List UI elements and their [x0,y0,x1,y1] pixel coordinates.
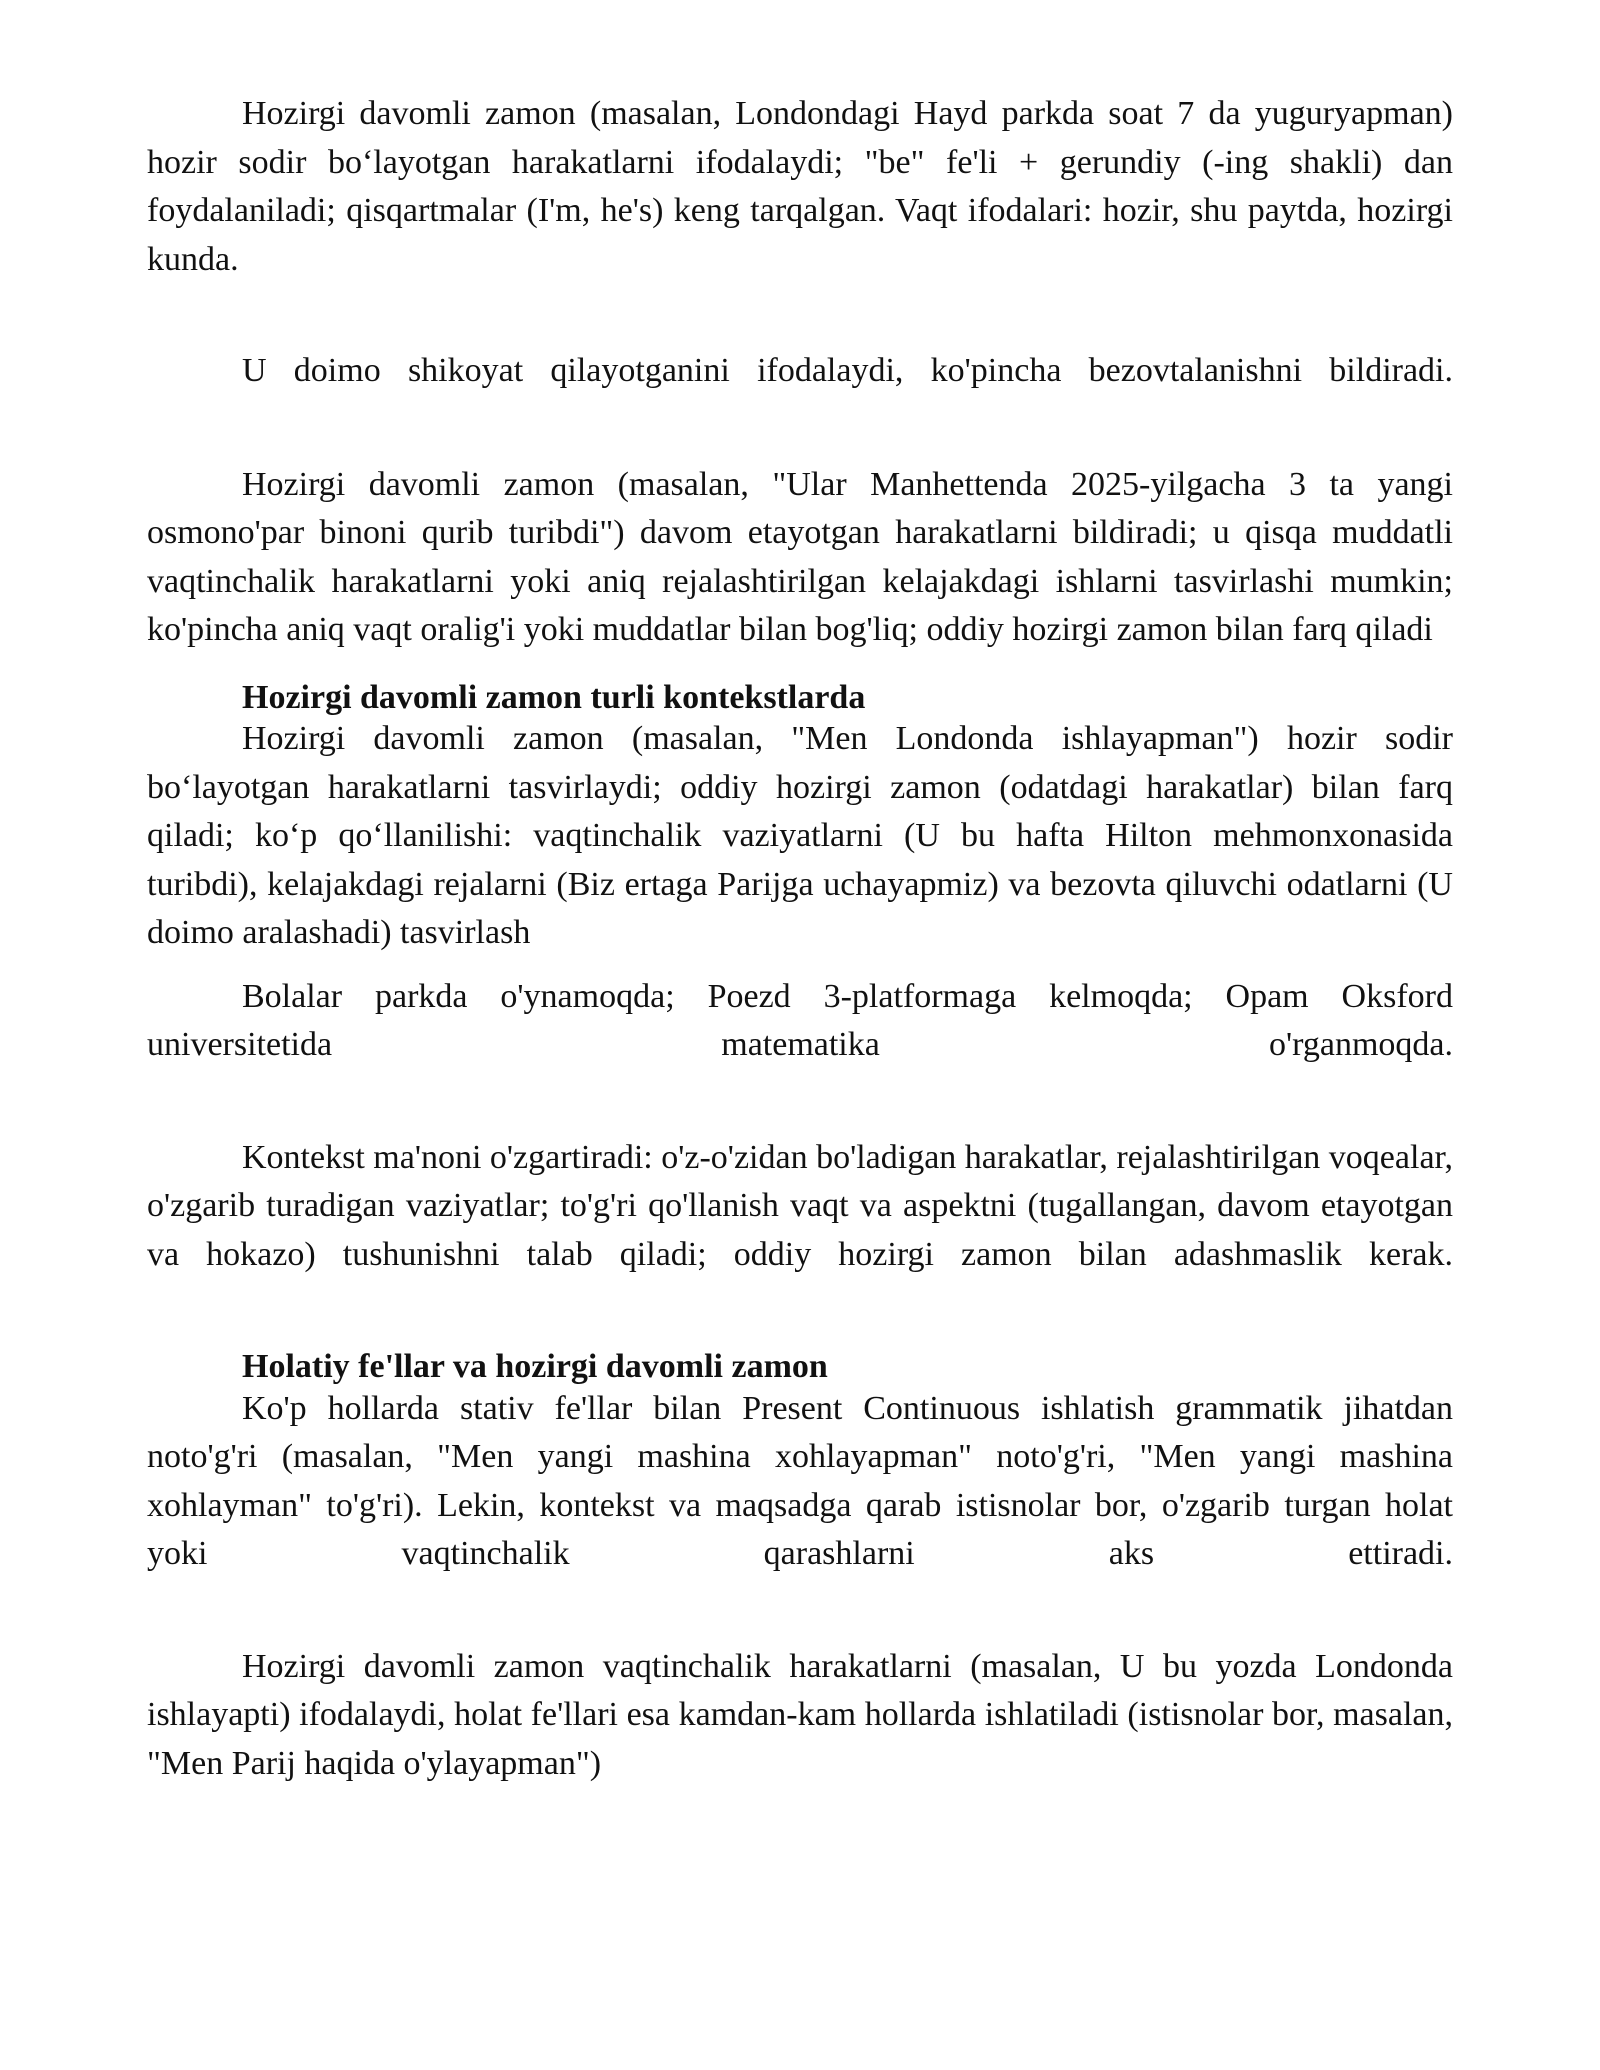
paragraph-ongoing-actions: Hozirgi davomli zamon (masalan, "Ular Manhettenda 2025-yilgacha 3 ta yangi osmono'par binoni qurib turibdi") davom etayotgan harakatlarni bildiradi; u qisqa muddatli vaqtinchalik harakatlarni yoki aniq rejalashtirilgan kelajakdagi ishlarni tasvirlashi mumkin; ko'pincha aniq vaqt oralig'i yoki muddatlar bilan bog'liq; oddiy hozirgi zamon bilan farq qiladi [147,465,1453,648]
section-heading-stative-verbs: Holatiy fe'llar va hozirgi davomli zamon [242,1348,828,1385]
document-page [147,90,1453,1788]
paragraph-examples: Bolalar parkda o'ynamoqda; Poezd 3-platformaga kelmoqda; Opam Oksford universitetida matematika o'rganmoqda. [147,977,1453,1063]
section-heading-contexts: Hozirgi davomli zamon turli kontekstlarda [242,678,866,716]
paragraph-stative-verbs: Ko'p hollarda stativ fe'llar bilan Present Continuous ishlatish grammatik jihatdan noto'g'ri (masalan, "Men yangi mashina xohlayapman" noto'g'ri, "Men yangi mashina xohlayman" to'g'ri). Lekin, kontekst va maqsadga qarab istisnolar bor, o'zgarib turgan holat yoki vaqtinchalik qarashlarni aks ettiradi. [147,1389,1453,1572]
paragraph-present-continuous-intro: Hozirgi davomli zamon (masalan, Londondagi Hayd parkda soat 7 da yuguryapman) hozir sodir bo‘layotgan harakatlarni ifodalaydi; "be" fe'li + gerundiy (-ing shakli) dan foydalaniladi; qisqartmalar (I'm, he's) keng tarqalgan. Vaqt ifodalari: hozir, shu paytda, hozirgi kunda. [147,95,1453,278]
paragraph-contexts-description: Hozirgi davomli zamon (masalan, "Men Londonda ishlayapman") hozir sodir bo‘layotgan harakatlarni tasvirlaydi; oddiy hozirgi zamon (odatdagi harakatlar) bilan farq qiladi; ko‘p qo‘llanilishi: vaqtinchalik vaziyatlarni (U bu hafta Hilton mehmonxonasida turibdi), kelajakdagi rejalarni (Biz ertaga Parijga uchayapmiz) va bezovta qiluvchi odatlarni (U doimo aralashadi) tasvirlash [147,720,1453,951]
paragraph-summary: Hozirgi davomli zamon vaqtinchalik harakatlarni (masalan, U bu yozda Londonda ishlayapti) ifodalaydi, holat fe'llari esa kamdan-kam hollarda ishlatiladi (istisnolar bor, masalan, "Men Parij haqida o'ylayapman") [147,1647,1453,1782]
paragraph-context-meaning: Kontekst ma'noni o'zgartiradi: o'z-o'zidan bo'ladigan harakatlar, rejalashtirilgan voqealar, o'zgarib turadigan vaziyatlar; to'g'ri qo'llanish vaqt va aspektni (tugallangan, davom etayotgan va hokazo) tushunishni talab qiladi; oddiy hozirgi zamon bilan adashmaslik kerak. [147,1138,1453,1273]
paragraph-complaint-usage: U doimo shikoyat qilayotganini ifodalaydi, ko'pincha bezovtalanishni bildiradi. [242,352,1453,389]
